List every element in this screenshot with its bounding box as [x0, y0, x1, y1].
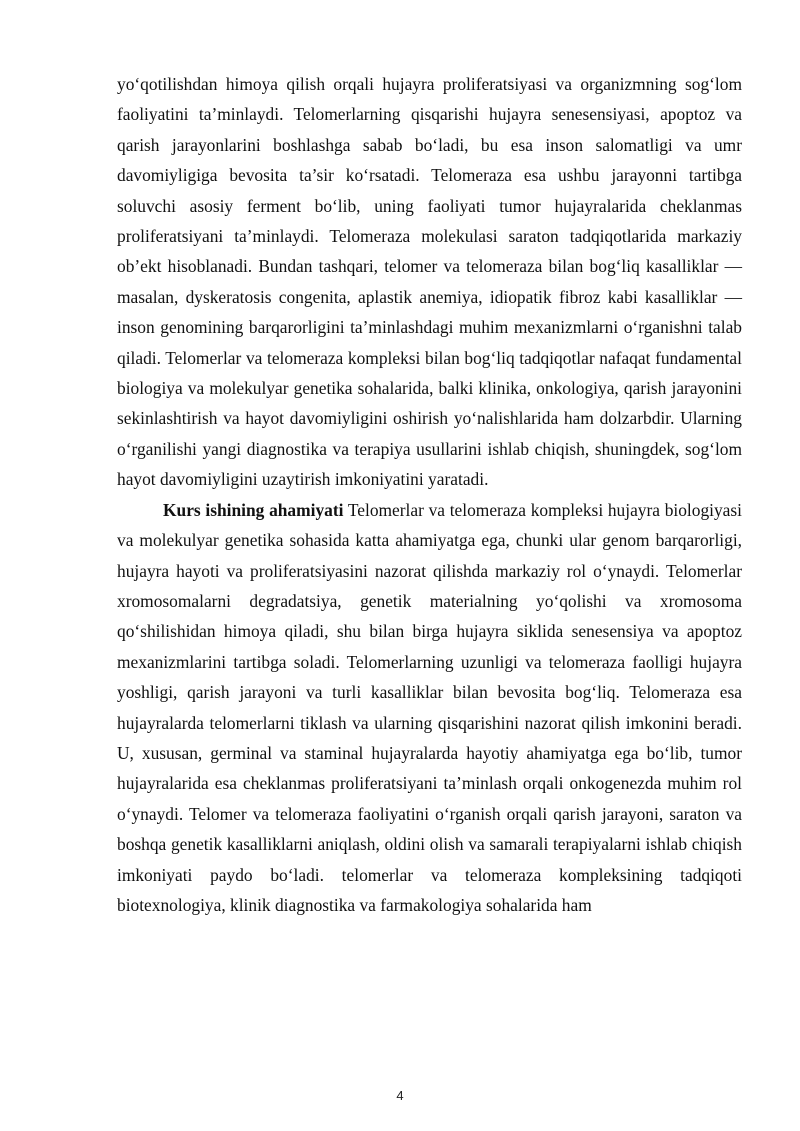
page-number: 4 — [396, 1088, 404, 1103]
body-text — [117, 69, 742, 920]
paragraph-heading: Kurs ishining ahamiyati — [163, 499, 344, 520]
paragraph-text: yo‘qotilishdan himoya qilish orqali hujayra proliferatsiyasi va organizmning sog‘lom faoliyatini ta’minlaydi. Telomerlarning qisqarishi hujayra senesensiyasi, apoptoz va qarish jarayonlarini boshlashga sabab bo‘ladi, bu esa inson salomatligi va umr davomiyligiga bevosita ta’sir ko‘rsatadi. Telomeraza esa ushbu jarayonni tartibga soluvchi asosiy ferment bo‘lib, uning faoliyati tumor hujayralarida cheklanmas proliferatsiyani ta’minlaydi. Telomeraza molekulasi saraton tadqiqotlarida markaziy ob’ekt hisoblanadi. Bundan tashqari, telomer va telomeraza bilan bog‘liq kasalliklar — masalan, dyskeratosis congenita, aplastik anemiya, idiopatik fibroz kabi kasalliklar — inson genomining barqarorligini ta’minlashdagi muhim mexanizmlarni o‘rganishni talab qiladi. Telomerlar va telomeraza kompleksi bilan bog‘liq tadqiqotlar nafaqat fundamental biologiya va molekulyar genetika sohalarida, balki klinika, onkologiya, qarish jarayonini sekinlashtirish va hayot davomiyligini oshirish yo‘nalishlarida ham dolzarbdir. Ularning o‘rganilishi yangi diagnostika va terapiya usullarini ishlab chiqish, shuningdek, sog‘lom hayot davomiyligini uzaytirish imkoniyatini yaratadi. — [117, 74, 742, 490]
paragraph-significance — [117, 495, 742, 921]
paragraph-continuation — [117, 69, 742, 495]
paragraph-text: Telomerlar va telomeraza kompleksi hujayra biologiyasi va molekulyar genetika sohasida katta ahamiyatga ega, chunki ular genom barqarorligi, hujayra hayoti va proliferatsiyasini nazorat qilishda markaziy rol o‘ynaydi. Telomerlar xromosomalarni degradatsiya, genetik materialning yo‘qolishi va xromosoma qo‘shilishidan himoya qiladi, shu bilan birga hujayra siklida senesensiya va apoptoz mexanizmlarini tartibga soladi. Telomerlarning uzunligi va telomeraza faolligi hujayra yoshligi, qarish jarayoni va turli kasalliklar bilan bevosita bog‘liq. Telomeraza esa hujayralarda telomerlarni tiklash va ularning qisqarishini nazorat qilish imkonini beradi. U, xususan, germinal va staminal hujayralarda hayotiy ahamiyatga ega bo‘lib, tumor hujayralarida esa cheklanmas proliferatsiyani ta’minlash orqali onkogenezda muhim rol o‘ynaydi. Telomer va telomeraza faoliyatini o‘rganish orqali qarish jarayoni, saraton va boshqa genetik kasalliklarni aniqlash, oldini olish va samarali terapiyalarni ishlab chiqish imkoniyati paydo bo‘ladi. telomerlar va telomeraza kompleksining tadqiqoti biotexnologiya, klinik diagnostika va farmakologiya sohalarida ham — [117, 499, 742, 915]
